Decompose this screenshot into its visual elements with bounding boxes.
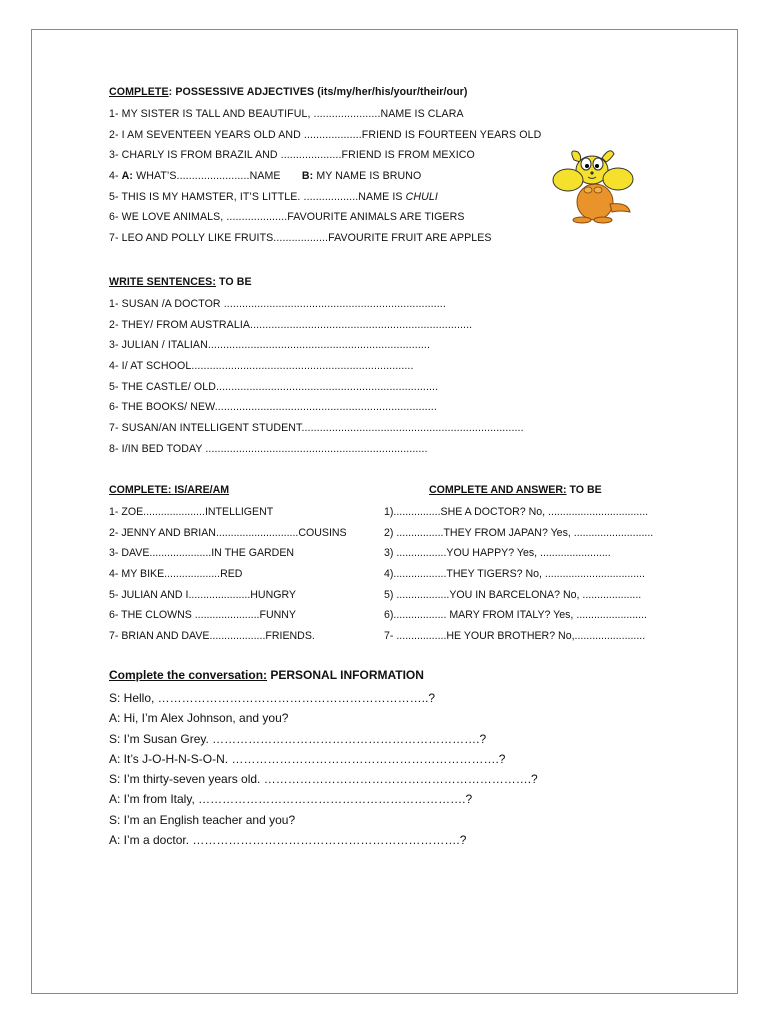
hamster-pupil xyxy=(585,164,589,168)
section-title: COMPLETE AND ANSWER: TO BE xyxy=(429,484,602,496)
exercise-line: 7- .................HE YOUR BROTHER? No,........................ xyxy=(384,630,646,643)
exercise-line: 8- I/IN BED TODAY ......................................................................... xyxy=(109,442,428,455)
section-title: Complete the conversation: PERSONAL INFORMATION xyxy=(109,668,424,682)
exercise-line: 5- THIS IS MY HAMSTER, IT’S LITTLE. ..................NAME IS CHULI xyxy=(109,190,438,203)
hamster-eye xyxy=(581,158,591,170)
hamster-cheek xyxy=(553,169,583,191)
possessive-adjectives-section xyxy=(109,86,541,249)
exercise-line: 1- SUSAN /A DOCTOR ......................................................................... xyxy=(109,298,446,310)
hamster-tail xyxy=(610,204,630,212)
section-title: COMPLETE: IS/ARE/AM xyxy=(109,484,230,496)
conversation-line: A: I’m from Italy, ………………………………………………………….? xyxy=(109,792,473,807)
exercise-line: 1- MY SISTER IS TALL AND BEAUTIFUL, ......................NAME IS CLARA xyxy=(109,108,464,120)
hamster-paw xyxy=(584,187,592,193)
exercise-line: 7- LEO AND POLLY LIKE FRUITS..................FAVOURITE FRUIT ARE APPLES xyxy=(109,232,492,245)
conversation-line: S: I’m an English teacher and you? xyxy=(109,812,296,827)
hamster-paw xyxy=(594,187,602,193)
conversation-line: S: I’m Susan Grey. ………………………………………………………….? xyxy=(109,731,487,746)
exercise-line: 4- MY BIKE...................RED xyxy=(109,568,243,581)
exercise-line: 3- CHARLY IS FROM BRAZIL AND ....................FRIEND IS FROM MEXICO xyxy=(109,149,475,162)
exercise-line: 2- I AM SEVENTEEN YEARS OLD AND ...................FRIEND IS FOURTEEN YEARS OLD xyxy=(109,128,542,141)
exercise-line: 4)..................THEY TIGERS? No, .................................. xyxy=(384,568,645,581)
conversation-line: S: I’m thirty-seven years old. ………………………………………………………….? xyxy=(109,772,538,787)
exercise-line: 6- THE BOOKS/ NEW......................................................................... xyxy=(109,401,437,414)
exercise-line: 1)................SHE A DOCTOR? No, .................................. xyxy=(384,506,649,518)
hamster-nose xyxy=(590,171,593,174)
hamster-ear xyxy=(572,151,581,162)
hamster-cheek xyxy=(603,168,633,190)
conversation-line: S: Hello, …………………………………………………………..? xyxy=(109,691,436,705)
complete-and-answer-section xyxy=(384,484,653,647)
hamster-eye xyxy=(593,158,603,170)
hamster-pupil xyxy=(595,164,599,168)
write-sentences-section xyxy=(109,276,524,460)
hamster-illustration xyxy=(548,146,638,224)
section-title: WRITE SENTENCES: TO BE xyxy=(109,276,252,288)
exercise-line: 2) ................THEY FROM JAPAN? Yes, ........................... xyxy=(384,526,654,539)
section-title: COMPLETE: POSSESSIVE ADJECTIVES (its/my/her/his/your/their/our) xyxy=(109,86,468,98)
exercise-line: 3- JULIAN / ITALIAN......................................................................... xyxy=(109,339,430,352)
exercise-line: 6- WE LOVE ANIMALS, ....................FAVOURITE ANIMALS ARE TIGERS xyxy=(109,211,465,224)
exercise-line: 3) .................YOU HAPPY? Yes, ........................ xyxy=(384,547,611,560)
exercise-line: 2- THEY/ FROM AUSTRALIA......................................................................... xyxy=(109,318,473,331)
exercise-line: 4- A: WHAT’S........................NAME B: MY NAME IS BRUNO xyxy=(109,170,422,183)
conversation-line: A: I’m a doctor. ………………………………………………………….? xyxy=(109,833,467,848)
exercise-line: 5) ..................YOU IN BARCELONA? No, .................... xyxy=(384,588,642,601)
exercise-line: 7- BRIAN AND DAVE...................FRIENDS. xyxy=(109,630,315,643)
exercise-line: 1- ZOE.....................INTELLIGENT xyxy=(109,506,274,518)
hamster-foot xyxy=(594,217,612,223)
exercise-line: 2- JENNY AND BRIAN............................COUSINS xyxy=(109,526,347,539)
exercise-line: 7- SUSAN/AN INTELLIGENT STUDENT......................................................................... xyxy=(109,422,524,435)
exercise-line: 5- JULIAN AND I.....................HUNGRY xyxy=(109,588,296,601)
conversation-line: A: Hi, I’m Alex Johnson, and you? xyxy=(109,711,289,726)
exercise-line: 6).................. MARY FROM ITALY? Yes, ........................ xyxy=(384,609,647,622)
conversation-section xyxy=(109,668,538,850)
conversation-line: A: It’s J-O-H-N-S-O-N. ………………………………………………………….? xyxy=(109,751,506,766)
exercise-line: 4- I/ AT SCHOOL......................................................................... xyxy=(109,360,414,373)
is-are-am-section xyxy=(109,484,347,647)
hamster-foot xyxy=(573,217,591,223)
exercise-line: 5- THE CASTLE/ OLD......................................................................... xyxy=(109,380,439,393)
exercise-line: 3- DAVE.....................IN THE GARDEN xyxy=(109,547,295,560)
exercise-line: 6- THE CLOWNS ......................FUNNY xyxy=(109,609,296,622)
